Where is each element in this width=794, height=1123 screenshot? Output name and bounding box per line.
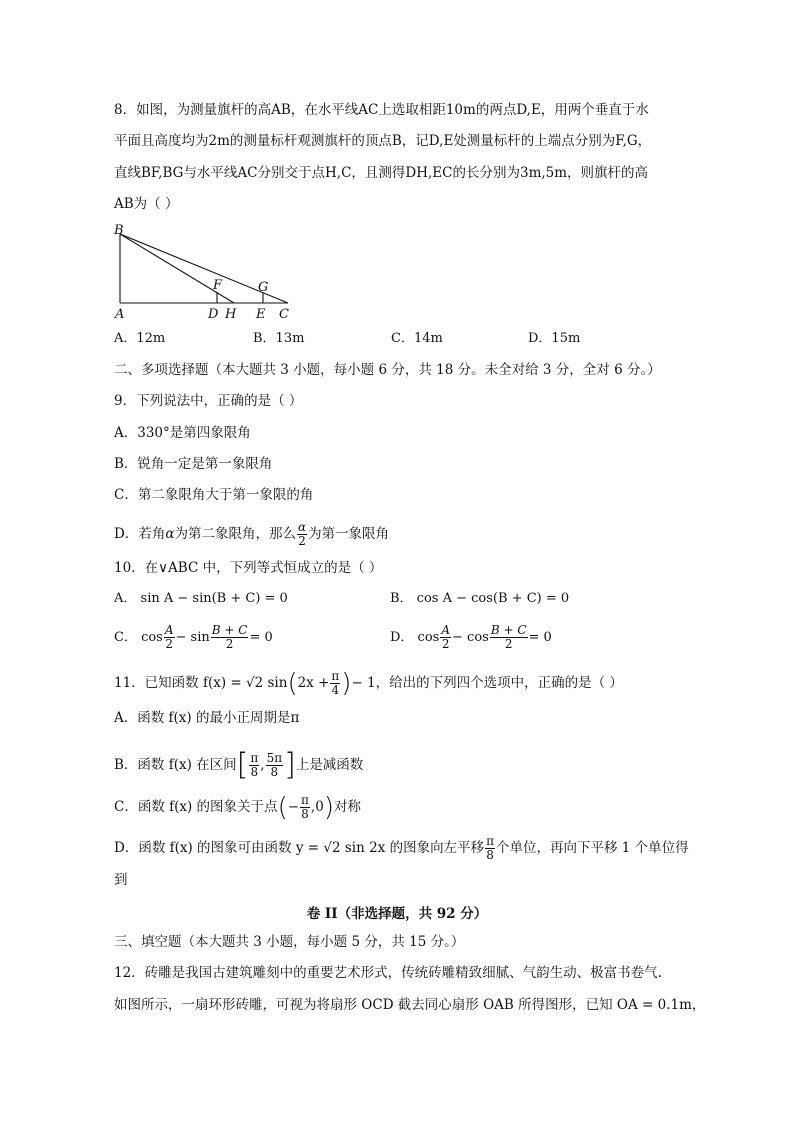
q9-option-d: D．若角α为第二象限角，那么 $\frac{\alpha}{2}$ 为第一象限角 [114, 520, 390, 548]
q10-option-c: C． cos $\frac{A}{2}$ − sin $\frac{B + C}{2}$ = 0 [114, 623, 273, 651]
q8-option-a: A．12m [114, 331, 166, 346]
q11-option-c: C．函数 f(x) 的图象关于点(− $\frac{\pi}{8}$ ,0)对称 [114, 792, 361, 823]
label-D: D [208, 307, 219, 322]
q8-line-4: AB为（ ） [114, 196, 179, 212]
label-F: F [213, 278, 223, 293]
fraction: $\frac{\alpha}{2}$ [297, 520, 307, 548]
q11-option-a: A．函数 f(x) 的最小正周期是π [114, 710, 300, 726]
label-H: H [225, 307, 237, 322]
q11-option-b: B．函数 f(x) 在区间[ $\frac{\pi}{8}$ , $\frac{5\pi}{8}$ ]上是减函数 [114, 747, 364, 783]
q10-option-d: D． cos $\frac{A}{2}$ − cos $\frac{B + C}{2}$ = 0 [390, 623, 552, 651]
q8-option-b: B．13m [253, 331, 305, 346]
section-2-header: 二、多项选择题（本大题共 3 小题，每小题 6 分，共 18 分。未全对给 3 分，全对 6 分。） [114, 362, 661, 378]
q8-option-c: C．14m [391, 331, 443, 346]
q11-option-d-continued: 到 [114, 872, 128, 888]
q9-option-a: A．330°是第四象限角 [114, 425, 251, 441]
label-C: C [279, 307, 289, 322]
q10-stem: 10．在∨ABC 中，下列等式恒成立的是（ ） [114, 560, 383, 576]
q8-line-2: 平面且高度均为2m的测量标杆观测旗杆的顶点B，记D,E处测量标杆的上端点分别为F,G， [114, 133, 652, 149]
q11-stem: 11．已知函数 f(x) = √2 sin(2x + $\frac{\pi}{4}$ )− 1，给出的下列四个选项中，正确的是（ ） [114, 668, 623, 699]
volume-2-title: 卷 II（非选择题，共 92 分） [306, 906, 488, 922]
q9-option-c: C．第二象限角大于第一象限的角 [114, 487, 314, 503]
label-E: E [256, 307, 266, 322]
label-A: A [115, 307, 125, 322]
q11-option-d: D．函数 f(x) 的图象可由函数 y = √2 sin 2x 的图象向左平移 $\frac{\pi}{8}$ 个单位，再向下平移 1 个单位得 [114, 834, 689, 862]
flagpole-figure [112, 222, 302, 322]
q8-line-1: 8．如图，为测量旗杆的高AB，在水平线AC上选取相距10m的两点D,E，用两个垂直于水 [114, 102, 649, 118]
section-3-header: 三、填空题（本大题共 3 小题，每小题 5 分，共 15 分。） [114, 934, 465, 950]
label-G: G [258, 280, 269, 295]
q12-line-2: 如图所示，一扇环形砖雕，可视为将扇形 OCD 截去同心扇形 OAB 所得图形，已知 OA = 0.1m， [114, 997, 706, 1013]
q10-option-b: B． cos A − cos(B + C) = 0 [390, 591, 570, 606]
q12-line-1: 12．砖雕是我国古建筑雕刻中的重要艺术形式，传统砖雕精致细腻、气韵生动、极富书卷气. [114, 965, 662, 981]
q10-option-a: A． sin A − sin(B + C) = 0 [114, 591, 288, 606]
q9-option-b: B．锐角一定是第一象限角 [114, 456, 273, 472]
q8-option-d: D．15m [528, 331, 581, 346]
q9-stem: 9．下列说法中，正确的是（ ） [114, 393, 303, 409]
label-B: B [114, 223, 124, 238]
q8-line-3: 直线BF,BG与水平线AC分别交于点H,C，且测得DH,EC的长分别为3m,5m，则旗杆的高 [114, 165, 649, 181]
